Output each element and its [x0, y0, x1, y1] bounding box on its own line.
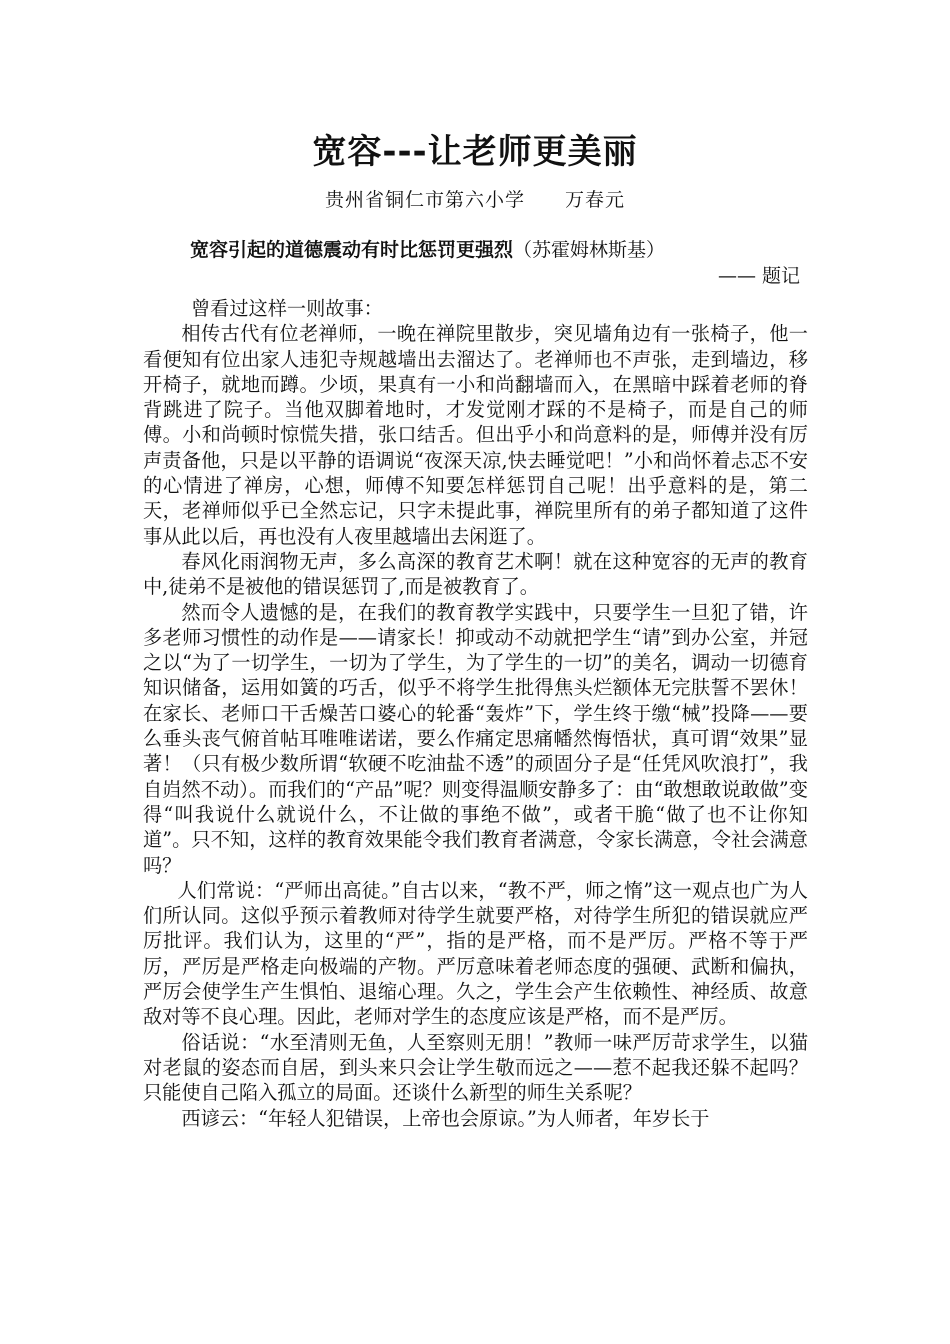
paragraph: 然而令人遗憾的是，在我们的教育教学实践中，只要学生一旦犯了错，许多老师习惯性的动作是——请家长！抑或动不动就把学生“请”到办公室，并冠之以“为了一切学生，一切为了学生，为了学生的一切”的美名，调动一切德育知识储备，运用如簧的巧舌，似乎不将学生批得焦头烂额体无完肤誓不罢休！在家长、老师口干舌燥苦口婆心的轮番“轰炸”下，学生终于缴“械”投降——要么垂头丧气俯首帖耳唯唯诺诺，要么作痛定思痛幡然悔悟状，真可谓“效果”显著！（只有极少数所谓“软硬不吃油盐不透”的顽固分子是“任凭风吹浪打”，我自岿然不动）。而我们的“产品”呢？则变得温顺安静多了：由“敢想敢说敢做”变得“叫我说什么就说什么，不让做的事绝不做”，或者干脆“做了也不让你知道”。只不知，这样的教育效果能令我们教育者满意，令家长满意，令社会满意吗？ [143, 600, 808, 877]
epigraph-quote: 宽容引起的道德震动有时比惩罚更强烈 [190, 239, 514, 261]
author-school: 贵州省铜仁市第六小学 [324, 189, 525, 211]
epigraph [190, 236, 665, 264]
epigraph-source: （苏霍姆林斯基） [513, 239, 666, 261]
paragraph: 人们常说：“严师出高徒。”自古以来，“教不严，师之惰”这一观点也广为人们所认同。这似乎预示着教师对待学生就要严格，对待学生所犯的错误就应严厉批评。我们认为，这里的“严”，指的是严格，而不是严厉。严格不等于严厉，严厉是严格走向极端的产物。严厉意味着老师态度的强硬、武断和偏执，严厉会使学生产生惧怕、退缩心理。久之，学生会产生依赖性、神经质、故意敌对等不良心理。因此，老师对学生的态度应该是严格，而不是严厉。 [143, 878, 808, 1029]
article-body [143, 296, 808, 1131]
document-title: 宽容---让老师更美丽 [312, 132, 638, 172]
author-line [0, 186, 950, 214]
author-name: 万春元 [565, 189, 626, 211]
paragraph: 俗话说：“水至清则无鱼，人至察则无朋！”教师一味严厉苛求学生，以猫对老鼠的姿态而自居，到头来只会让学生敬而远之——惹不起我还躲不起吗？只能使自己陷入孤立的局面。还谈什么新型的师生关系呢？ [143, 1030, 808, 1105]
paragraph: 西谚云：“年轻人犯错误，上帝也会原谅。”为人师者，年岁长于 [181, 1106, 710, 1130]
paragraph: 曾看过这样一则故事： [191, 297, 383, 320]
paragraph: 春风化雨润物无声，多么高深的教育艺术啊！就在这种宽容的无声的教育中,徒弟不是被他的错误惩罚了,而是被教育了。 [143, 549, 808, 599]
paragraph: 相传古代有位老禅师，一晚在禅院里散步，突见墙角边有一张椅子，他一看便知有位出家人违犯寺规越墙出去溜达了。老禅师也不声张，走到墙边，移开椅子，就地而蹲。少顷，果真有一小和尚翻墙而入，在黑暗中踩着老师的脊背跳进了院子。当他双脚着地时，才发觉刚才踩的不是椅子，而是自己的师傅。小和尚顿时惊慌失措，张口结舌。但出乎小和尚意料的是，师傅并没有厉声责备他，只是以平静的语调说“夜深天凉,快去睡觉吧！”小和尚怀着忐忑不安的心情进了禅房，心想，师傅不知要怎样惩罚自己呢！出乎意料的是，第二天，老禅师似乎已全然忘记，只字未提此事，禅院里所有的弟子都知道了这件事从此以后，再也没有人夜里越墙出去闲逛了。 [143, 322, 808, 548]
epigraph-signature: —— 题记 [717, 265, 800, 287]
